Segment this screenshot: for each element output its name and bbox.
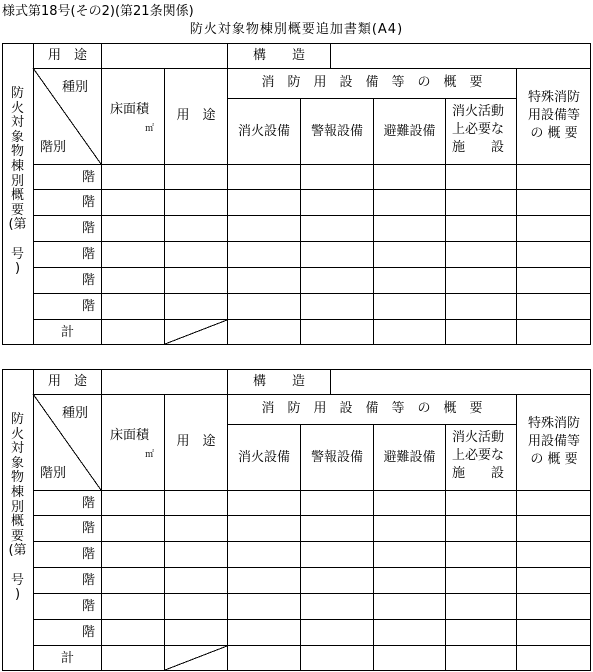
special-equipment-label-1: 特殊消防 bbox=[527, 416, 580, 431]
vertical-title-char: 防 bbox=[10, 412, 24, 427]
use-label: 用 途 bbox=[47, 48, 87, 63]
vertical-title-char: 概 bbox=[10, 188, 24, 204]
evacuation-equipment-label: 避難設備 bbox=[383, 124, 436, 139]
floor-row-label: 階 bbox=[81, 521, 95, 536]
vertical-title-char: 要 bbox=[10, 528, 24, 544]
floor-row-label: 階 bbox=[81, 247, 95, 262]
floor-row-label: 階 bbox=[81, 195, 95, 210]
vertical-title bbox=[2, 413, 33, 603]
structure-label: 構 造 bbox=[252, 48, 305, 63]
alarm-equipment-label: 警報設備 bbox=[310, 450, 363, 465]
floor-row-label: 階 bbox=[81, 170, 95, 185]
floor-row-label: 階 bbox=[81, 221, 95, 236]
equipment-summary-label: 消 防 用 設 備 等 の 概 要 bbox=[261, 75, 483, 90]
vertical-title-char: 棟 bbox=[10, 484, 24, 500]
vertical-title-char: 号 bbox=[10, 572, 24, 588]
use-column-label: 用 途 bbox=[176, 108, 216, 123]
structure-label: 構 造 bbox=[252, 374, 305, 389]
vertical-title-char: (第 bbox=[8, 217, 27, 233]
form-title: 防火対象物棟別概要追加書類(A4) bbox=[189, 22, 404, 37]
fire-extinguishing-label: 消火設備 bbox=[237, 124, 290, 139]
firefighting-facility-label-1: 消火活動 bbox=[452, 430, 505, 445]
vertical-title-char: 対 bbox=[10, 115, 24, 131]
kind-label: 種別 bbox=[62, 406, 89, 421]
vertical-title-char: 号 bbox=[10, 246, 24, 262]
firefighting-facility-label-3: 施 設 bbox=[452, 466, 505, 481]
floor-area-unit: ㎡ bbox=[145, 450, 155, 460]
special-equipment-label-2: 用設備等 bbox=[527, 434, 580, 449]
firefighting-facility-label-3: 施 設 bbox=[452, 140, 505, 155]
vertical-title-char: 別 bbox=[10, 499, 24, 515]
firefighting-facility-label-2: 上必要な bbox=[452, 122, 505, 137]
building-summary-table bbox=[2, 369, 591, 672]
vertical-title-char: 対 bbox=[10, 441, 24, 457]
alarm-equipment-label: 警報設備 bbox=[310, 124, 363, 139]
floor-row-label: 階 bbox=[81, 599, 95, 614]
fire-extinguishing-label: 消火設備 bbox=[237, 450, 290, 465]
total-row-label: 計 bbox=[61, 325, 75, 340]
firefighting-facility-label-2: 上必要な bbox=[452, 448, 505, 463]
vertical-title-char bbox=[2, 559, 33, 574]
special-equipment-label-3: の 概 要 bbox=[530, 126, 578, 141]
special-equipment-label-2: 用設備等 bbox=[527, 108, 580, 123]
vertical-title-char bbox=[2, 233, 33, 248]
floor-label: 階別 bbox=[40, 466, 67, 481]
vertical-title-char: 火 bbox=[10, 100, 24, 116]
total-row-label: 計 bbox=[61, 651, 75, 666]
equipment-summary-label: 消 防 用 設 備 等 の 概 要 bbox=[261, 401, 483, 416]
evacuation-equipment-label: 避難設備 bbox=[383, 450, 436, 465]
vertical-title-char: ) bbox=[14, 261, 21, 277]
vertical-title-char: 象 bbox=[10, 455, 24, 471]
special-equipment-label-1: 特殊消防 bbox=[527, 90, 580, 105]
use-label: 用 途 bbox=[47, 374, 87, 389]
floor-area-unit: ㎡ bbox=[145, 124, 155, 134]
vertical-title-char: 防 bbox=[10, 86, 24, 101]
floor-row-label: 階 bbox=[81, 299, 95, 314]
form-number: 様式第18号(その2)(第21条関係) bbox=[2, 4, 194, 19]
vertical-title-char: 物 bbox=[10, 470, 24, 486]
vertical-title-char: 棟 bbox=[10, 158, 24, 174]
building-summary-table bbox=[2, 43, 591, 346]
vertical-title bbox=[2, 87, 33, 277]
vertical-title-char: 概 bbox=[10, 514, 24, 530]
vertical-title-char: ) bbox=[14, 587, 21, 603]
floor-row-label: 階 bbox=[81, 547, 95, 562]
vertical-title-char: 物 bbox=[10, 144, 24, 160]
floor-row-label: 階 bbox=[81, 496, 95, 511]
floor-row-label: 階 bbox=[81, 573, 95, 588]
vertical-title-char: (第 bbox=[8, 543, 27, 559]
floor-row-label: 階 bbox=[81, 625, 95, 640]
vertical-title-char: 要 bbox=[10, 202, 24, 218]
floor-area-label: 床面積 bbox=[110, 102, 150, 117]
vertical-title-char: 象 bbox=[10, 129, 24, 145]
kind-label: 種別 bbox=[62, 80, 89, 95]
floor-row-label: 階 bbox=[81, 273, 95, 288]
firefighting-facility-label-1: 消火活動 bbox=[452, 104, 505, 119]
special-equipment-label-3: の 概 要 bbox=[530, 452, 578, 467]
vertical-title-char: 火 bbox=[10, 426, 24, 442]
floor-label: 階別 bbox=[40, 140, 67, 155]
use-column-label: 用 途 bbox=[176, 434, 216, 449]
floor-area-label: 床面積 bbox=[110, 428, 150, 443]
vertical-title-char: 別 bbox=[10, 173, 24, 189]
